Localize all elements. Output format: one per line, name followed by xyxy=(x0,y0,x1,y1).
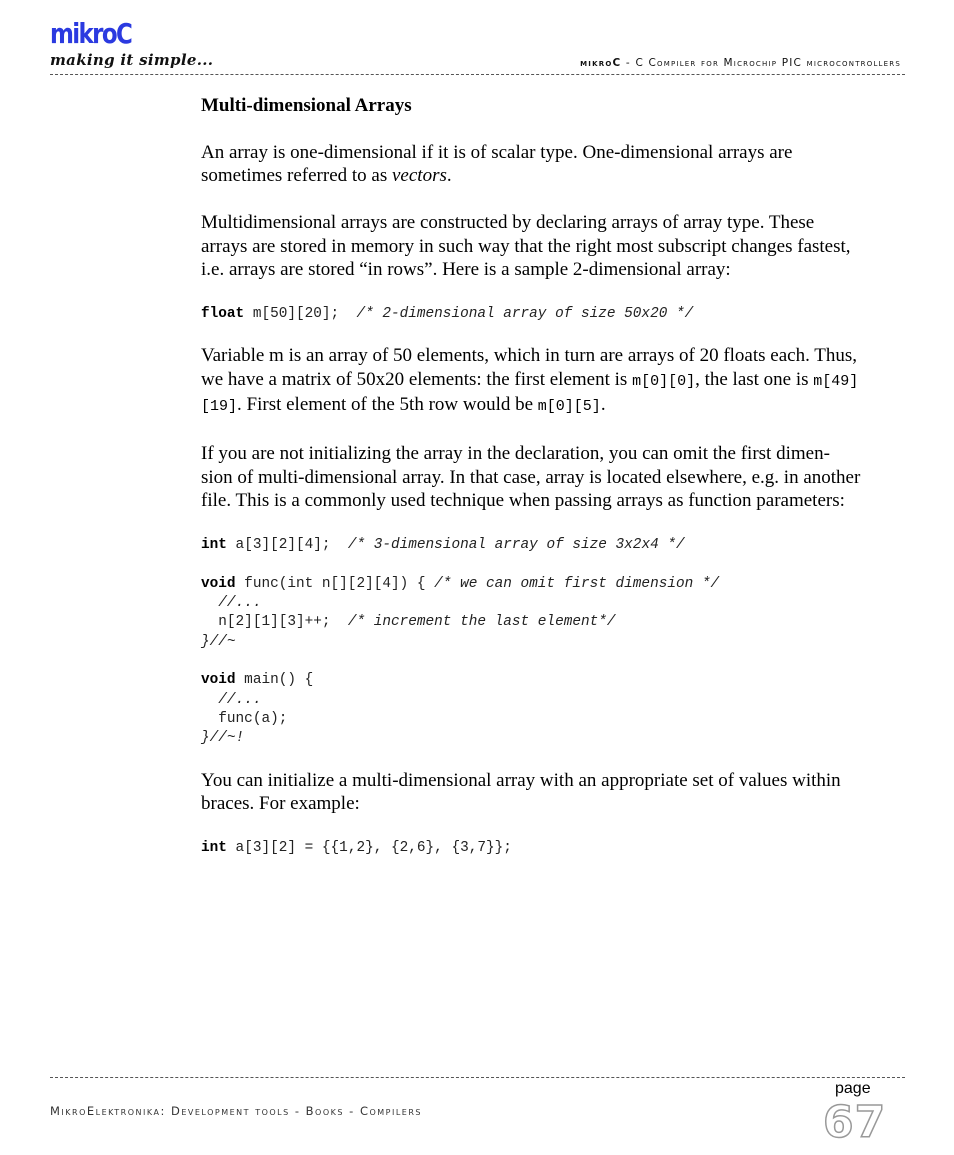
paragraph-3-text-b: , the last one is xyxy=(695,368,814,390)
page-content xyxy=(201,94,861,878)
paragraph-3-text-c: . First element of the 5th row would be xyxy=(237,394,538,416)
footer-text: MikroElektronika: Development tools - Books - Compilers xyxy=(50,1104,422,1118)
header-title-product: mikroC xyxy=(580,57,622,69)
paragraph-1 xyxy=(201,141,861,188)
code-block-2 xyxy=(201,536,861,748)
code-text: n[2][1][3]++; xyxy=(201,614,348,631)
code-comment: /* we can omit first dimension */ xyxy=(434,575,720,592)
code-comment: /* increment the last element*/ xyxy=(347,614,616,631)
mikroc-logo: mikroC xyxy=(50,17,132,50)
section-heading: Multi-dimensional Arrays xyxy=(201,95,412,116)
paragraph-5: You can initialize a multi-dimensional array with an appropriate set of values within braces. For example: xyxy=(201,769,841,815)
header-title xyxy=(580,58,901,69)
code-comment: }//~ xyxy=(201,633,236,650)
code-keyword: float xyxy=(201,306,245,322)
footer-divider xyxy=(50,1077,905,1078)
inline-code-first-element: m[0][0] xyxy=(632,372,696,390)
code-keyword: int xyxy=(201,840,227,857)
paragraph-3-text-d: . xyxy=(600,394,606,416)
tagline: making it simple... xyxy=(50,51,214,69)
inline-code-last-element: m[49][19] xyxy=(201,372,859,416)
code-comment: /* 3-dimensional array of size 3x2x4 */ xyxy=(347,537,685,554)
paragraph-4: If you are not initializing the array in the declaration, you can omit the first dimen-sion of multi-dimensional array. In that case, array is located elsewhere, e.g. in another file. This is a commonly used technique when passing arrays as function parameters: xyxy=(201,443,861,512)
emphasis-vectors: vectors xyxy=(391,165,447,186)
code-text: main() { xyxy=(235,672,314,689)
code-text: a[3][2] = {{1,2}, {2,6}, {3,7}}; xyxy=(226,840,512,857)
code-text: func(int n[][2][4]) { xyxy=(235,575,435,592)
code-block-1 xyxy=(201,305,861,324)
code-keyword: void xyxy=(201,575,236,592)
header-title-description: - C Compiler for Microchip PIC microcontrollers xyxy=(621,57,901,69)
code-comment: //... xyxy=(201,691,262,708)
paragraph-2: Multidimensional arrays are constructed by declaring arrays of array type. These arrays are stored in memory in such way that the right most subscript changes fastest, i.e. arrays are stored “in rows”. Here is a sample 2-dimensional array: xyxy=(201,212,851,280)
code-keyword: void xyxy=(201,672,236,689)
paragraph-3-text-a: Variable m is an array of 50 elements, which in turn are arrays of 20 floats each. Thus, we have a matrix of 50x20 elements: the first element is xyxy=(201,345,857,390)
header-divider xyxy=(50,74,905,75)
code-comment: //... xyxy=(201,595,262,612)
paragraph-1-end: . xyxy=(446,165,452,186)
code-text: m[50][20]; xyxy=(244,306,357,322)
code-text: a[3][2][4]; xyxy=(226,537,348,554)
page-number: 67 xyxy=(823,1097,887,1148)
code-comment: /* 2-dimensional array of size 50x20 */ xyxy=(356,306,694,322)
paragraph-3 xyxy=(201,344,861,419)
code-block-3 xyxy=(201,839,861,858)
inline-code-fifth-row: m[0][5] xyxy=(537,398,601,416)
code-keyword: int xyxy=(201,537,227,554)
page-label: page xyxy=(835,1080,871,1097)
code-text: func(a); xyxy=(201,710,288,727)
code-comment: }//~! xyxy=(201,730,245,747)
paragraph-1-text: An array is one-dimensional if it is of scalar type. One-dimensional arrays are sometimes referred to as xyxy=(201,141,793,186)
